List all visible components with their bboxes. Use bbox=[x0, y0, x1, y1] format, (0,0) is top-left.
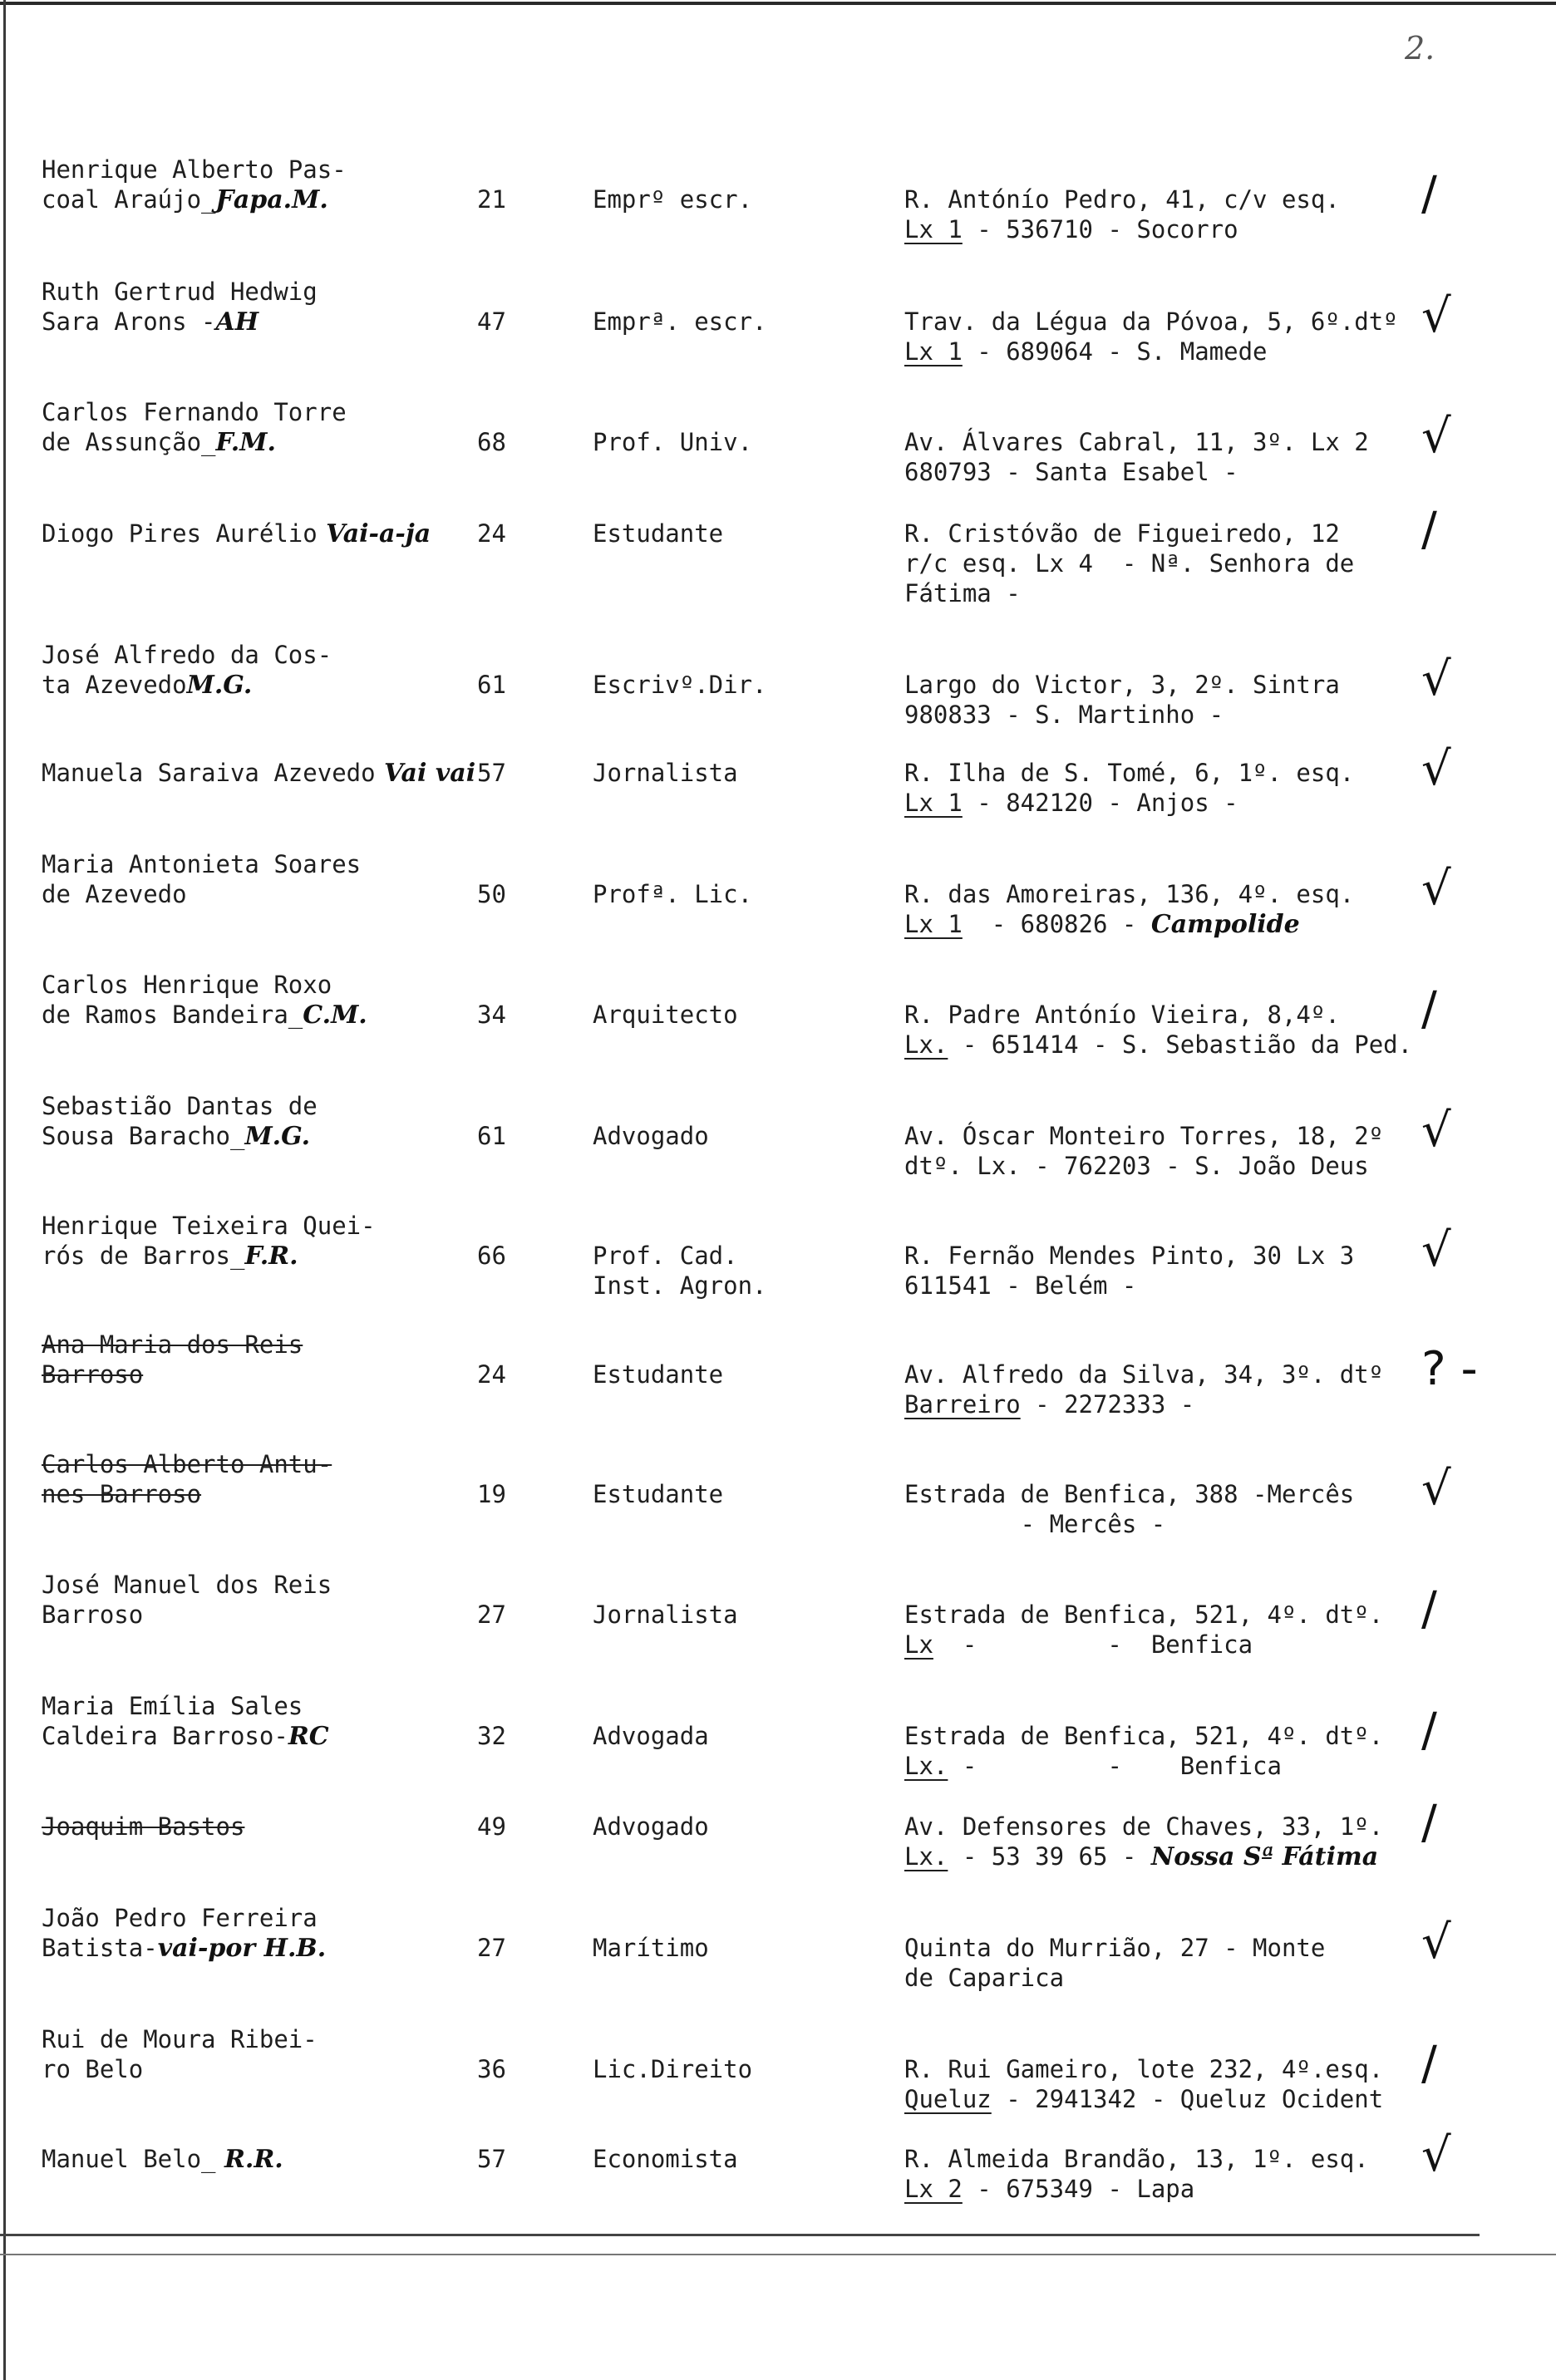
check-mark-icon: / bbox=[1421, 1582, 1437, 1636]
address-cell bbox=[904, 670, 1486, 730]
profession-cell bbox=[593, 519, 723, 548]
profession-line-1: Prof. Cad. bbox=[593, 1242, 738, 1270]
address-cell bbox=[904, 1360, 1486, 1419]
handwritten-initials: M.G. bbox=[244, 1122, 311, 1151]
profession-line-1: Advogado bbox=[593, 1812, 709, 1841]
check-mark-icon: / bbox=[1421, 503, 1437, 557]
address-line-1: Estrada de Benfica, 388 -Mercês bbox=[904, 1480, 1355, 1508]
address-locality: Lx 1 bbox=[904, 789, 963, 817]
age-cell: 66 bbox=[477, 1242, 506, 1270]
address-cell bbox=[904, 2144, 1486, 2204]
page-border-left bbox=[3, 0, 6, 2380]
handwritten-initials: vai-por H.B. bbox=[157, 1934, 327, 1963]
check-mark-icon: √ bbox=[1421, 862, 1451, 916]
name-line-1: João Pedro Ferreira bbox=[42, 1904, 318, 1932]
age-cell: 24 bbox=[477, 1360, 506, 1389]
name-line-1: Carlos Henrique Roxo bbox=[42, 971, 332, 999]
check-mark-icon: √ bbox=[1421, 1223, 1451, 1277]
check-mark-icon: / bbox=[1421, 982, 1437, 1036]
name-line-1: José Alfredo da Cos- bbox=[42, 641, 332, 669]
profession-cell bbox=[593, 1812, 709, 1842]
profession-cell bbox=[593, 1479, 723, 1509]
profession-line-1: Marítimo bbox=[593, 1934, 709, 1962]
address-line-3: Fátima - bbox=[904, 579, 1021, 607]
name-line-1: Diogo Pires Aurélio bbox=[42, 519, 318, 548]
age-cell: 49 bbox=[477, 1812, 506, 1841]
page-number: 2. bbox=[1405, 30, 1435, 66]
name-line-2: de Azevedo bbox=[42, 880, 187, 908]
profession-cell bbox=[593, 879, 752, 909]
handwritten-initials: C.M. bbox=[303, 1001, 367, 1030]
address-cell bbox=[904, 758, 1486, 818]
page-border-top bbox=[0, 2, 1556, 5]
age-cell: 19 bbox=[477, 1480, 506, 1508]
age-cell: 27 bbox=[477, 1601, 506, 1629]
name-cell bbox=[42, 970, 432, 1030]
check-mark-icon: / bbox=[1421, 1796, 1437, 1850]
handwritten-initials: Ƒapa.M. bbox=[215, 185, 328, 214]
profession-line-1: Escrivº.Dir. bbox=[593, 671, 767, 699]
age-cell: 61 bbox=[477, 671, 506, 699]
name-line-2: coal Araújo_ bbox=[42, 185, 216, 214]
handwritten-parish: Nossa Sª Fátima bbox=[1150, 1842, 1379, 1871]
address-line-2: 680793 - Santa Esabel - bbox=[904, 458, 1238, 486]
name-line-1: Henrique Teixeira Quei- bbox=[42, 1212, 376, 1240]
address-line-1: R. Fernão Mendes Pinto, 30 Lx 3 bbox=[904, 1242, 1355, 1270]
address-line-2: - 675349 - Lapa bbox=[962, 2175, 1195, 2203]
name-cell bbox=[42, 1812, 432, 1842]
address-line-1: R. Rui Gameiro, lote 232, 4º.esq. bbox=[904, 2055, 1384, 2083]
address-line-1: R. Ilha de S. Tomé, 6, 1º. esq. bbox=[904, 759, 1355, 787]
name-line-2: Sousa Baracho_ bbox=[42, 1122, 245, 1150]
check-mark-icon: √ bbox=[1421, 1104, 1451, 1158]
name-line-2: Barroso bbox=[42, 1360, 144, 1389]
name-cell bbox=[42, 1449, 432, 1509]
name-cell bbox=[42, 2024, 432, 2084]
handwritten-initials: F.R. bbox=[244, 1242, 298, 1271]
address-line-1: Av. Alfredo da Silva, 34, 3º. dtº bbox=[904, 1360, 1384, 1389]
name-line-1: José Manuel dos Reis bbox=[42, 1571, 332, 1599]
profession-line-1: Jornalista bbox=[593, 1601, 738, 1629]
handwritten-initials: AH bbox=[215, 307, 259, 337]
name-line-2: Batista- bbox=[42, 1934, 158, 1962]
address-cell bbox=[904, 1812, 1486, 1872]
check-mark-icon: √ bbox=[1421, 1915, 1451, 1969]
handwritten-initials: Vai vai bbox=[375, 759, 476, 788]
check-mark-icon: √ bbox=[1421, 289, 1451, 343]
address-line-2: - 2941342 - Queluz Ocident bbox=[991, 2085, 1384, 2113]
profession-cell bbox=[593, 1360, 723, 1389]
name-line-1: Manuel Belo_ bbox=[42, 2145, 216, 2173]
name-line-2: Barroso bbox=[42, 1601, 144, 1629]
name-cell bbox=[42, 1211, 432, 1271]
address-locality: Queluz bbox=[904, 2085, 992, 2113]
handwritten-initials: RC bbox=[288, 1722, 329, 1751]
age-cell: 36 bbox=[477, 2055, 506, 2083]
name-cell bbox=[42, 849, 432, 909]
address-cell bbox=[904, 307, 1486, 366]
address-line-2: - 536710 - Socorro bbox=[962, 215, 1238, 243]
name-cell bbox=[42, 397, 432, 458]
check-mark-icon: √ bbox=[1421, 1462, 1451, 1516]
address-cell bbox=[904, 2054, 1486, 2114]
name-cell bbox=[42, 1091, 432, 1152]
address-line-2: 980833 - S. Martinho - bbox=[904, 701, 1224, 729]
handwritten-initials: Vai-a-ja bbox=[317, 519, 431, 548]
profession-cell bbox=[593, 1241, 767, 1301]
address-cell bbox=[904, 1241, 1486, 1301]
age-cell: 21 bbox=[477, 185, 506, 214]
check-mark-icon: √ bbox=[1421, 2128, 1451, 2182]
name-line-1: Ruth Gertrud Hedwig bbox=[42, 278, 318, 306]
address-locality: Lx 1 bbox=[904, 215, 963, 243]
address-locality: Barreiro bbox=[904, 1390, 1021, 1419]
name-cell bbox=[42, 640, 432, 701]
handwritten-initials: F.M. bbox=[215, 428, 276, 457]
address-locality: Lx 1 bbox=[904, 910, 963, 938]
profession-cell bbox=[593, 2144, 738, 2174]
address-locality: Lx. bbox=[904, 1752, 948, 1780]
age-cell: 57 bbox=[477, 759, 506, 787]
address-line-2: - Mercês - bbox=[904, 1510, 1166, 1538]
name-cell bbox=[42, 1903, 432, 1964]
profession-cell bbox=[593, 1121, 709, 1151]
profession-cell bbox=[593, 1600, 738, 1630]
name-line-1: Carlos Fernando Torre bbox=[42, 398, 347, 426]
page-border-bottom-2 bbox=[0, 2254, 1556, 2255]
address-line-2: - 680826 - bbox=[962, 910, 1151, 938]
name-line-2: Sara Arons - bbox=[42, 307, 216, 336]
name-cell bbox=[42, 1330, 432, 1389]
handwritten-initials: R.R. bbox=[215, 2145, 283, 2174]
name-cell bbox=[42, 277, 432, 337]
name-cell bbox=[42, 758, 476, 789]
profession-cell bbox=[593, 1000, 738, 1030]
name-cell bbox=[42, 1570, 432, 1630]
address-line-1: R. Cristóvão de Figueiredo, 12 bbox=[904, 519, 1340, 548]
name-line-1: Henrique Alberto Pas- bbox=[42, 155, 347, 184]
name-line-2: nes Barroso bbox=[42, 1480, 202, 1508]
check-mark-icon: / bbox=[1421, 167, 1437, 221]
name-cell bbox=[42, 519, 432, 549]
address-cell bbox=[904, 1933, 1486, 1993]
profession-line-1: Advogada bbox=[593, 1722, 709, 1750]
address-line-2: - - Benfica bbox=[948, 1752, 1282, 1780]
profession-line-2: Inst. Agron. bbox=[593, 1271, 767, 1300]
profession-cell bbox=[593, 670, 767, 700]
address-line-2: r/c esq. Lx 4 - Nª. Senhora de bbox=[904, 549, 1355, 578]
profession-line-1: Lic.Direito bbox=[593, 2055, 753, 2083]
address-line-2: dtº. Lx. - 762203 - S. João Deus bbox=[904, 1152, 1369, 1180]
check-mark-icon: ? - bbox=[1421, 1342, 1478, 1396]
name-line-2: ta Azevedo bbox=[42, 671, 187, 699]
address-cell bbox=[904, 879, 1486, 940]
address-line-1: Av. Álvares Cabral, 11, 3º. Lx 2 bbox=[904, 428, 1369, 456]
address-cell bbox=[904, 1721, 1486, 1781]
name-line-2: de Assunção_ bbox=[42, 428, 216, 456]
name-line-1: Maria Emília Sales bbox=[42, 1692, 303, 1720]
address-cell bbox=[904, 1000, 1486, 1060]
profession-line-1: Estudante bbox=[593, 1480, 724, 1508]
address-line-2: - - Benfica bbox=[933, 1630, 1253, 1659]
age-cell: 24 bbox=[477, 519, 506, 548]
profession-line-1: Economista bbox=[593, 2145, 738, 2173]
address-line-1: R. Antónío Pedro, 41, c/v esq. bbox=[904, 185, 1340, 214]
profession-cell bbox=[593, 758, 738, 788]
profession-line-1: Estudante bbox=[593, 519, 724, 548]
address-line-1: Quinta do Murrião, 27 - Monte bbox=[904, 1934, 1326, 1962]
name-line-1: Manuela Saraiva Azevedo bbox=[42, 759, 376, 787]
name-cell bbox=[42, 2144, 432, 2175]
age-cell: 68 bbox=[477, 428, 506, 456]
profession-cell bbox=[593, 307, 767, 337]
check-mark-icon: √ bbox=[1421, 410, 1451, 464]
name-line-2: ro Belo bbox=[42, 2055, 144, 2083]
name-line-1: Maria Antonieta Soares bbox=[42, 850, 362, 878]
age-cell: 61 bbox=[477, 1122, 506, 1150]
address-line-2: - 53 39 65 - bbox=[948, 1842, 1151, 1871]
address-cell bbox=[904, 519, 1486, 608]
address-line-2: - 689064 - S. Mamede bbox=[962, 337, 1268, 366]
age-cell: 50 bbox=[477, 880, 506, 908]
name-line-1: Sebastião Dantas de bbox=[42, 1092, 318, 1120]
address-line-1: R. das Amoreiras, 136, 4º. esq. bbox=[904, 880, 1355, 908]
check-mark-icon: √ bbox=[1421, 652, 1451, 706]
address-locality: Lx 1 bbox=[904, 337, 963, 366]
profession-line-1: Estudante bbox=[593, 1360, 724, 1389]
profession-cell bbox=[593, 1933, 709, 1963]
name-line-2: Caldeira Barroso- bbox=[42, 1722, 288, 1750]
address-line-1: Av. Óscar Monteiro Torres, 18, 2º bbox=[904, 1122, 1384, 1150]
address-locality: Lx 2 bbox=[904, 2175, 963, 2203]
handwritten-parish: Campolide bbox=[1150, 910, 1300, 939]
name-line-1: Joaquim Bastos bbox=[42, 1812, 245, 1841]
page-border-bottom bbox=[0, 2234, 1480, 2236]
profession-line-1: Emprª. escr. bbox=[593, 307, 767, 336]
age-cell: 32 bbox=[477, 1722, 506, 1750]
address-line-1: Av. Defensores de Chaves, 33, 1º. bbox=[904, 1812, 1384, 1841]
address-line-1: R. Almeida Brandão, 13, 1º. esq. bbox=[904, 2145, 1369, 2173]
address-locality: Lx. bbox=[904, 1842, 948, 1871]
address-line-1: Estrada de Benfica, 521, 4º. dtº. bbox=[904, 1722, 1384, 1750]
address-cell bbox=[904, 1121, 1486, 1181]
address-locality: Lx. bbox=[904, 1030, 948, 1059]
profession-cell bbox=[593, 1721, 709, 1751]
age-cell: 27 bbox=[477, 1934, 506, 1962]
address-cell bbox=[904, 184, 1486, 244]
profession-line-1: Arquitecto bbox=[593, 1001, 738, 1029]
age-cell: 34 bbox=[477, 1001, 506, 1029]
check-mark-icon: / bbox=[1421, 2037, 1437, 2091]
address-line-1: Largo do Victor, 3, 2º. Sintra bbox=[904, 671, 1340, 699]
age-cell: 57 bbox=[477, 2145, 506, 2173]
address-line-2: de Caparica bbox=[904, 1964, 1065, 1992]
name-cell bbox=[42, 155, 432, 215]
address-cell bbox=[904, 1600, 1486, 1660]
address-line-2: - 651414 - S. Sebastião da Ped. bbox=[948, 1030, 1413, 1059]
address-locality: Lx bbox=[904, 1630, 933, 1659]
name-line-2: de Ramos Bandeira_ bbox=[42, 1001, 303, 1029]
address-cell bbox=[904, 1479, 1486, 1539]
address-line-1: Estrada de Benfica, 521, 4º. dtº. bbox=[904, 1601, 1384, 1629]
profession-line-1: Profª. Lic. bbox=[593, 880, 753, 908]
profession-line-1: Jornalista bbox=[593, 759, 738, 787]
address-cell bbox=[904, 427, 1486, 487]
profession-line-1: Emprº escr. bbox=[593, 185, 753, 214]
address-line-2: 611541 - Belém - bbox=[904, 1271, 1137, 1300]
name-line-1: Ana Maria dos Reis bbox=[42, 1330, 303, 1359]
profession-cell bbox=[593, 184, 752, 214]
check-mark-icon: / bbox=[1421, 1704, 1437, 1758]
name-line-1: Carlos Alberto Antu- bbox=[42, 1450, 332, 1478]
name-line-1: Rui de Moura Ribei- bbox=[42, 2025, 318, 2053]
profession-cell bbox=[593, 427, 752, 457]
address-line-2: - 842120 - Anjos - bbox=[962, 789, 1238, 817]
profession-line-1: Prof. Univ. bbox=[593, 428, 753, 456]
age-cell: 47 bbox=[477, 307, 506, 336]
profession-cell bbox=[593, 2054, 752, 2084]
address-line-1: R. Padre Antónío Vieira, 8,4º. bbox=[904, 1001, 1340, 1029]
check-mark-icon: √ bbox=[1421, 742, 1451, 796]
profession-line-1: Advogado bbox=[593, 1122, 709, 1150]
address-line-2: - 2272333 - bbox=[1020, 1390, 1195, 1419]
address-line-1: Trav. da Légua da Póvoa, 5, 6º.dtº bbox=[904, 307, 1398, 336]
name-line-2: rós de Barros_ bbox=[42, 1242, 245, 1270]
handwritten-initials: M.G. bbox=[186, 671, 253, 700]
name-cell bbox=[42, 1691, 432, 1752]
